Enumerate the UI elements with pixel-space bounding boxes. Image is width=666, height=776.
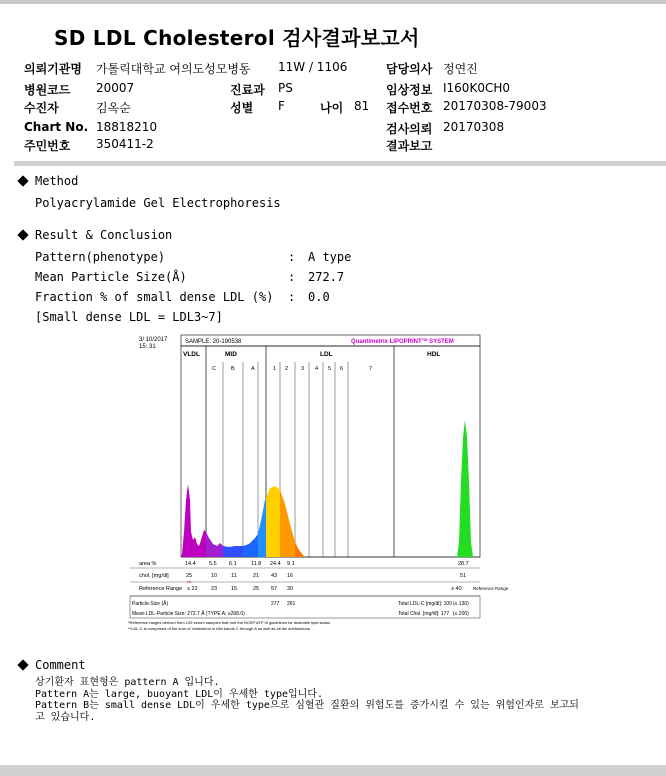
- particle-size-sep: :: [288, 270, 296, 284]
- area-hdl: 28.7: [458, 561, 469, 567]
- dept-label: 진료과: [230, 83, 265, 97]
- row-label-ref: Reference Range: [139, 586, 183, 592]
- area-vldl: 14.4: [185, 561, 196, 567]
- method-heading: Method: [35, 174, 79, 188]
- sex-label: 성별: [230, 101, 254, 115]
- area-ldl2: 9.1: [287, 561, 295, 567]
- band-label-7: 7: [369, 366, 373, 372]
- pattern-sep: :: [288, 250, 296, 264]
- comment-line: Pattern A는 large, buoyant LDL이 우세한 type입니다.: [35, 688, 323, 700]
- age-value: 81: [354, 99, 370, 113]
- band-label-5: 5: [328, 366, 332, 372]
- total-ldl: Total LDL-C [mg/dl]: 100: [398, 601, 452, 607]
- clinical-info-value: I160K0CH0: [443, 81, 510, 95]
- group-ldl: LDL: [320, 351, 333, 358]
- fraction-sep: :: [288, 290, 296, 304]
- footnote-2: **LDL-C is comprised of the sum of cholesterol in Mid bands C through A as well as all the subfractions: [128, 626, 310, 631]
- chol-mid-c: 10: [211, 573, 218, 579]
- band-label-a: A: [251, 366, 255, 372]
- hospital-code-value: 20007: [96, 81, 135, 95]
- ref-vldl: ≤ 22: [187, 586, 198, 592]
- age-label: 나이: [320, 101, 344, 115]
- band-label-b: B: [231, 366, 235, 372]
- hospital-code-label: 병원코드: [24, 83, 71, 97]
- clinical-info-label: 임상정보: [386, 83, 433, 97]
- mean-ldl-size: Mean LDL-Particle Size: 272.7 Å (TYPE A; ≥268.0): [132, 611, 245, 617]
- receipt-label: 접수번호: [386, 101, 433, 115]
- report-time: 15: 31: [139, 344, 156, 350]
- sex-value: F: [278, 99, 285, 113]
- area-mid-c: 5.5: [209, 561, 217, 567]
- brand-name: Quantimetrix LIPOPRINT™ SYSTEM: [351, 337, 454, 345]
- fraction-label: Fraction % of small dense LDL (%): [35, 290, 274, 304]
- result-report-label: 결과보고: [386, 139, 433, 153]
- footnote-1: *Reference ranges derived from 125 serum samples that met the NCEP ATP III guidelines for desirable lipid status: [128, 620, 331, 625]
- band-label-3: 3: [301, 366, 305, 372]
- particle-size-ldl2: 261: [287, 601, 296, 607]
- doctor-value: 정연진: [443, 62, 478, 76]
- pattern-value: A type: [308, 250, 352, 264]
- band-label-4: 4: [315, 366, 319, 372]
- comment-line: 상기환자 표현형은 pattern A 입니다.: [35, 677, 220, 688]
- method-text: Polyacrylamide Gel Electrophoresis: [35, 196, 281, 210]
- comment-line: Pattern B는 small dense LDL이 우세한 type으로 심혈관 질환의 위험도를 증가시킬 수 있는 위험인자로 보고되: [35, 700, 579, 711]
- particle-size-row-label: Particle-Size (Å): [132, 601, 169, 607]
- area-mid-a: 11.8: [251, 561, 262, 567]
- dept-value: PS: [278, 81, 293, 95]
- row-label-ref-right: Reference Range: [473, 586, 509, 591]
- ref-mid-b: 15: [231, 586, 238, 592]
- fraction-value: 0.0: [308, 290, 330, 304]
- ref-mid-a: 25: [253, 586, 260, 592]
- top-border: [0, 0, 666, 4]
- group-vldl: VLDL: [183, 351, 200, 358]
- particle-size-value: 272.7: [308, 270, 345, 284]
- comment-body: [35, 677, 660, 723]
- institution-value: 가톨릭대학교 여의도성모병동: [96, 62, 251, 76]
- particle-size-label: Mean Particle Size(Å): [35, 270, 187, 284]
- sample-id: SAMPLE: 20-190538: [185, 339, 242, 345]
- particle-size-ldl1: 277: [271, 601, 280, 607]
- report-date: 3/ 10/2017: [139, 337, 168, 343]
- mid-b-peak: [223, 546, 243, 557]
- total-ldl-ref: (≤ 130): [453, 601, 469, 607]
- area-mid-b: 6.1: [229, 561, 237, 567]
- band-label-6: 6: [340, 366, 344, 372]
- id-value: 350411-2: [96, 137, 154, 151]
- total-chol-ref: (≤ 200): [453, 611, 469, 617]
- chol-vldl-flag: HI: [187, 579, 191, 584]
- patient-label: 수진자: [24, 101, 59, 115]
- pattern-label: Pattern(phenotype): [35, 250, 166, 264]
- group-hdl: HDL: [427, 351, 441, 358]
- chol-mid-b: 11: [231, 573, 237, 579]
- group-mid: MID: [225, 351, 237, 358]
- chart-value: 18818210: [96, 120, 158, 134]
- area-ldl1: 24.4: [270, 561, 281, 567]
- ward-value: 11W / 1106: [278, 60, 348, 74]
- chol-ldl2: 16: [287, 573, 294, 579]
- id-label: 주민번호: [24, 139, 71, 153]
- receipt-value: 20170308-79003: [443, 99, 547, 113]
- chol-ldl1: 43: [271, 573, 278, 579]
- chol-hdl: 51: [460, 573, 467, 579]
- chart-label: Chart No.: [24, 120, 89, 134]
- doctor-label: 담당의사: [386, 62, 433, 76]
- result-heading: Result & Conclusion: [35, 228, 173, 242]
- bullet-diamond-icon: [17, 659, 28, 670]
- section-divider: [14, 161, 666, 166]
- ldl1-peak: [266, 486, 280, 557]
- total-chol: Total Chol. [mg/dl]: 177: [398, 611, 450, 617]
- institution-label: 의뢰기관명: [24, 62, 82, 76]
- comment-heading: Comment: [35, 658, 86, 672]
- comment-line: 고 있습니다.: [35, 711, 96, 723]
- ref-ldl2: 30: [287, 586, 294, 592]
- small-dense-note: [Small dense LDL = LDL3~7]: [35, 310, 223, 324]
- bullet-diamond-icon: [17, 229, 28, 240]
- band-label-c: C: [212, 366, 216, 372]
- ref-hdl: ≥ 40: [451, 586, 462, 592]
- row-label-chol: chol. [mg/dl]: [139, 573, 169, 579]
- band-label-1: 1: [273, 366, 277, 372]
- request-value: 20170308: [443, 120, 505, 134]
- bottom-border: [0, 765, 666, 776]
- bullet-diamond-icon: [17, 175, 28, 186]
- request-label: 검사의뢰: [386, 122, 433, 136]
- ref-ldl1: 57: [271, 586, 278, 592]
- patient-value: 김옥순: [96, 101, 131, 115]
- lipoprint-report: [125, 332, 509, 632]
- band-label-2: 2: [285, 366, 289, 372]
- chol-vldl: 25: [186, 573, 193, 579]
- row-label-area: area %: [139, 561, 157, 567]
- page-title: SD LDL Cholesterol 검사결과보고서: [54, 26, 420, 50]
- ref-mid-c: 23: [211, 586, 218, 592]
- chol-mid-a: 21: [253, 573, 260, 579]
